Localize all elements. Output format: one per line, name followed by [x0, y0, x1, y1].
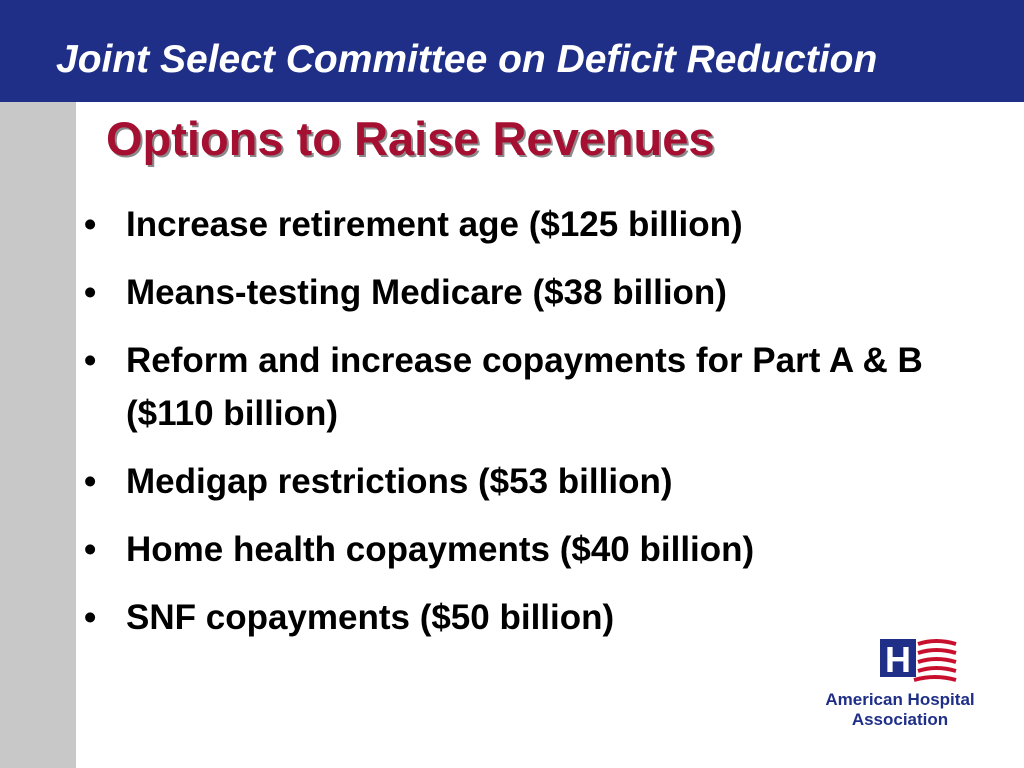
aha-logo-line1: American Hospital — [825, 690, 975, 709]
bullet-item: • Means-testing Medicare ($38 billion) — [84, 266, 964, 319]
aha-logo-line2: Association — [851, 710, 949, 729]
bullet-item: • Medigap restrictions ($53 billion) — [84, 455, 964, 508]
bullet-item: • Increase retirement age ($125 billion) — [84, 198, 964, 251]
header-title: Joint Select Committee on Deficit Reduction — [56, 38, 878, 81]
bullet-item: • Reform and increase copayments for Part A & B ($110 billion) — [84, 334, 964, 440]
aha-mark-letter: H — [885, 639, 911, 680]
slide-title: Options to Raise Revenues — [106, 112, 715, 165]
bullet-item: • SNF copayments ($50 billion) — [84, 591, 964, 644]
header-band — [0, 0, 1024, 102]
bullet-list — [84, 198, 964, 659]
aha-flag-h-icon — [878, 636, 958, 682]
left-sidebar-bar — [0, 102, 76, 768]
bullet-item: • Home health copayments ($40 billion) — [84, 523, 964, 576]
aha-logo — [812, 632, 988, 742]
aha-logo-text — [812, 690, 988, 730]
